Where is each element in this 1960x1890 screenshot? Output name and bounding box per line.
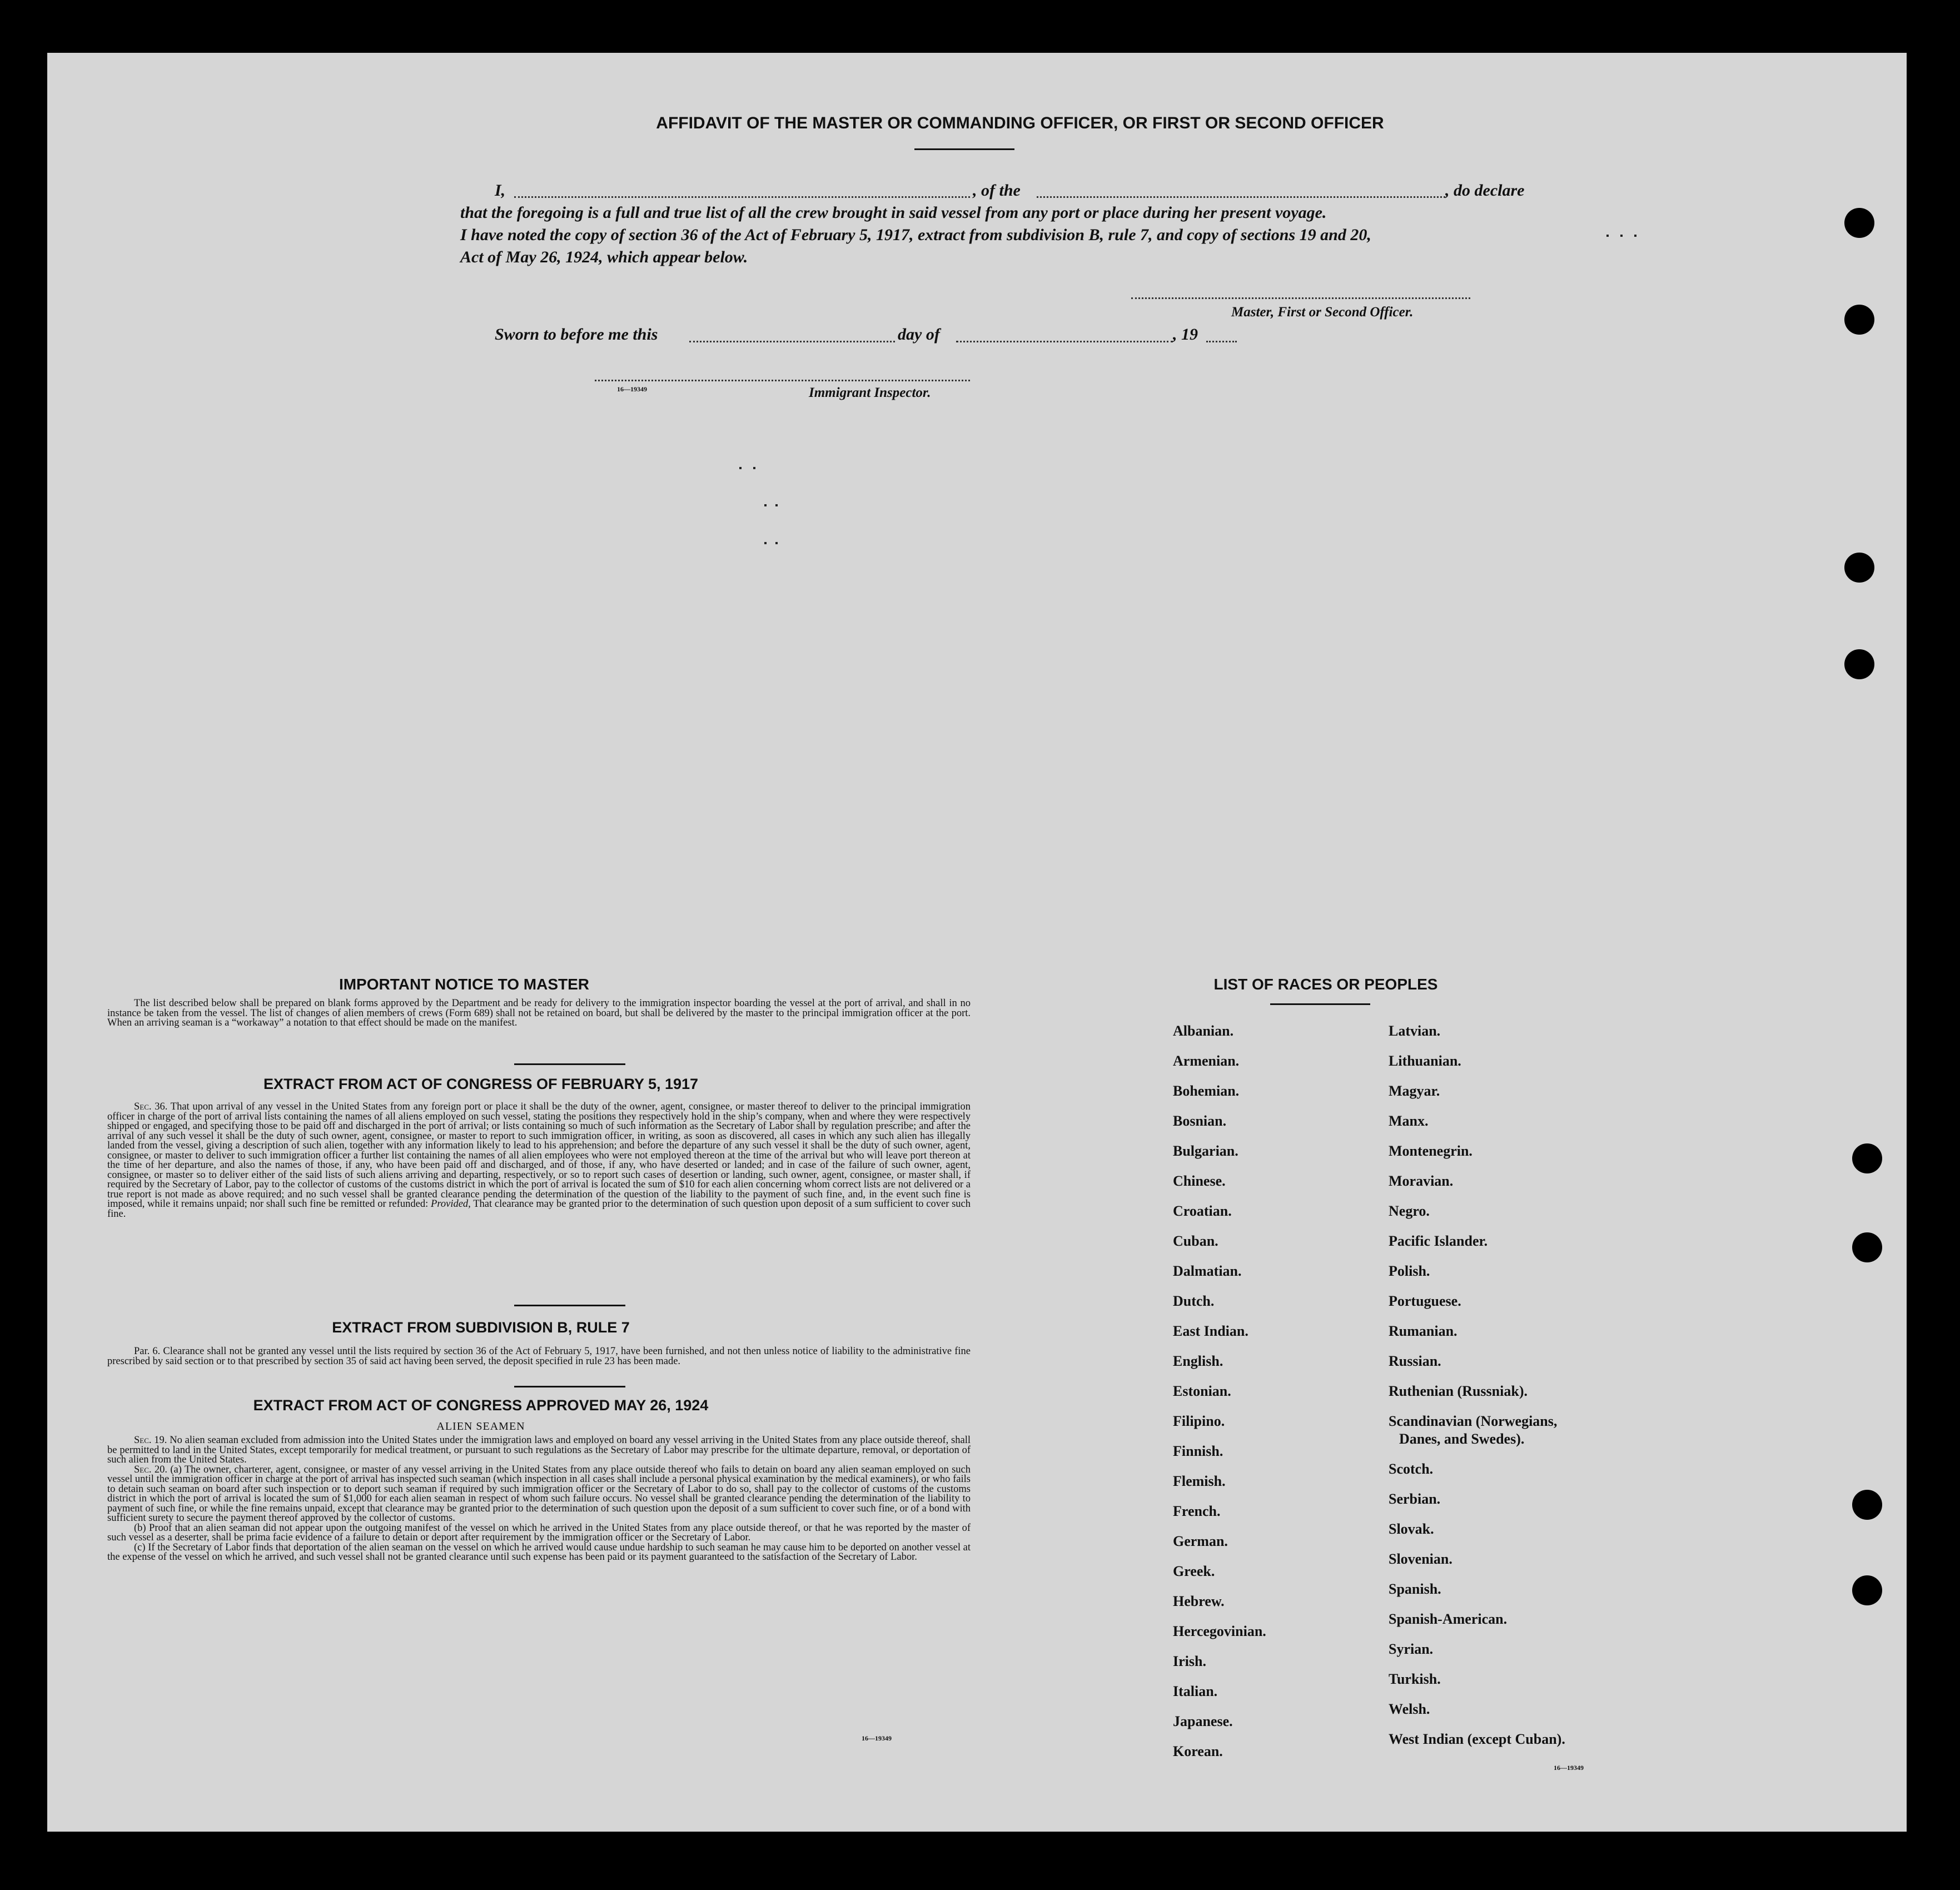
races-title: LIST OF RACES OR PEOPLES [1213,976,1438,993]
master-signature-line[interactable] [1131,297,1470,299]
race-item: Japanese. [1173,1713,1233,1729]
race-item: Turkish. [1389,1671,1441,1687]
race-item: Finnish. [1173,1443,1223,1459]
notice-divider [514,1063,625,1065]
race-item: Estonian. [1173,1383,1231,1399]
binder-hole [1844,305,1874,335]
speck [764,542,767,544]
race-item: Danes, and Swedes). [1399,1431,1525,1447]
sec-19 [107,1436,971,1465]
binder-hole [1852,1490,1882,1520]
affidavit-line3: I have noted the copy of section 36 of the Act of February 5, 1917, extract from subdivision B, rule 7, and copy of sections 19 and 20, [460,226,1371,244]
sworn-month-line[interactable] [956,341,1173,342]
extract-1917-body [107,1102,971,1219]
inspector-signature-line[interactable] [595,380,970,381]
race-item: Bohemian. [1173,1083,1240,1099]
race-item: Slovenian. [1389,1551,1452,1567]
race-item: Korean. [1173,1743,1223,1759]
race-item: Polish. [1389,1263,1430,1279]
race-item: Pacific Islander. [1389,1233,1488,1249]
sec-20a [107,1465,971,1524]
race-item: French. [1173,1503,1221,1519]
vessel-line[interactable] [1037,196,1445,198]
sworn-year-line[interactable] [1206,341,1237,342]
race-item: Syrian. [1389,1641,1434,1657]
binder-hole [1852,1232,1882,1262]
race-item: Hercegovinian. [1173,1623,1266,1639]
race-item: Dalmatian. [1173,1263,1242,1279]
race-item: Montenegrin. [1389,1143,1473,1159]
extract-1917-title: EXTRACT FROM ACT OF CONGRESS OF FEBRUARY 5, 1917 [263,1076,699,1092]
race-item: Italian. [1173,1683,1218,1699]
race-item: East Indian. [1173,1323,1248,1339]
affidavit-title: AFFIDAVIT OF THE MASTER OR COMMANDING OFFICER, OR FIRST OR SECOND OFFICER [656,114,1384,132]
affidavit-i: I, [495,181,506,200]
race-item: Magyar. [1389,1083,1440,1099]
sec-19-label: Sec. 19. [134,1435,167,1446]
document-page [47,53,1907,1832]
speck [1634,235,1636,237]
master-label: Master, First or Second Officer. [1231,305,1414,320]
race-item: Cuban. [1173,1233,1218,1249]
race-item: Russian. [1389,1353,1441,1369]
race-item: Bosnian. [1173,1113,1227,1129]
race-item: Ruthenian (Russniak). [1389,1383,1528,1399]
affidavit-of-the: , of the [973,181,1021,200]
race-item: Bulgarian. [1173,1143,1238,1159]
binder-hole [1844,208,1874,238]
proviso-text: That clearance may be granted prior to the determination of such question upon deposit of a sum sufficient to cover such fine. [107,1198,971,1220]
race-item: English. [1173,1353,1223,1369]
rule7-title: EXTRACT FROM SUBDIVISION B, RULE 7 [332,1319,630,1336]
sworn-day-line[interactable] [689,341,895,342]
notice-title: IMPORTANT NOTICE TO MASTER [339,976,590,993]
notice-text: The list described below shall be prepared on blank forms approved by the Department and be ready for delivery to the immigration inspector boarding the vessel at the port of arrival, and shall in no instance be taken from the vessel. The list of changes of alien members of crews (Form 689) shall not be retained on board, but shall be delivered by the master to the principal immigration officer at the port. When an arriving seaman is a “workaway” a notation to that effect should be made on the manifest. [107,998,971,1028]
race-item: Flemish. [1173,1473,1226,1489]
inspector-label: Immigrant Inspector. [809,385,931,400]
binder-hole [1844,649,1874,679]
race-item: Slovak. [1389,1521,1434,1537]
affidavit-do-declare: , do declare [1445,181,1525,200]
speck [775,542,778,544]
affidavit-form-number: 16—19349 [617,385,647,393]
extract-1924-form-number: 16—19349 [862,1734,892,1742]
race-item: Scotch. [1389,1461,1434,1477]
sworn-text: Sworn to before me this [495,325,658,344]
binder-hole [1852,1143,1882,1173]
year-prefix: , 19 [1173,325,1198,344]
race-item: Irish. [1173,1653,1206,1669]
race-item: Manx. [1389,1113,1429,1129]
speck [753,467,755,469]
extract-1917-divider [514,1305,625,1306]
speck [775,504,778,506]
affidavit-line2: that the foregoing is a full and true list of all the crew brought in said vessel from any port or place during her present voyage. [460,203,1327,222]
rule7-divider [514,1386,625,1387]
day-of-text: day of [898,325,940,344]
race-item: Dutch. [1173,1293,1215,1309]
race-item: Croatian. [1173,1203,1232,1219]
race-item: Latvian. [1389,1023,1441,1039]
binder-hole [1852,1575,1882,1605]
binder-hole [1844,553,1874,583]
race-item: West Indian (except Cuban). [1389,1731,1565,1747]
sec-20c: (c) If the Secretary of Labor finds that deportation of the alien seaman on the vessel on which he arrived would cause undue hardship to such seaman he may cause him to be deported on another vessel at the expense of the vessel on which he arrived, and such vessel shall not be granted clearance until such expense has been paid or its payment guaranteed to the satisfaction of the Secretary of Labor. [107,1541,971,1563]
name-line[interactable] [514,196,970,198]
races-form-number: 16—19349 [1554,1764,1584,1772]
title-underline [914,148,1014,150]
race-item: Spanish. [1389,1581,1441,1597]
race-item: Welsh. [1389,1701,1430,1717]
extract-1924-title: EXTRACT FROM ACT OF CONGRESS APPROVED MAY 26, 1924 [253,1397,709,1414]
race-item: Negro. [1389,1203,1430,1219]
speck [739,467,742,469]
sec-36-text: That upon arrival of any vessel in the United States from any foreign port or place it shall be the duty of the owner, agent, consignee, or master thereof to deliver to the principal immigration officer in charge of the port of arrival lists containing the names of all aliens employed on such vessel, stating the positions they respectively hold in the ship’s company, when and where they were respectively shipped or engaged, and specifying those to be paid off and discharged in the port of arrival; or lists containing so much of such information as the Secretary of Labor shall by regulation prescribe; and after the arrival of any such vessel it shall be the duty of such owner, agent, consignee, or master to report to such immigration officer, in writing, as soon as discovered, all cases in which any such alien has illegally landed from the vessel, giving a description of such alien, together with any information likely to lead to his apprehension; and before the departure of any such vessel it shall be the duty of such owner, agent, consignee, or master to deliver to such immigration officer a further list containing the names of all alien employees who were not employed thereon at the time of the arrival but who will leave port thereon at the time of her departure, and also the names of those, if any, who have been paid off and discharged, and of those, if any, who have deserted or landed; and in case of the failure of such owner, agent, consignee, or master so to deliver either of the said lists of such aliens arriving and departing, respectively, or so to report such cases of desertion or landing, such owner, agent, consignee, or master shall, if required by the Secretary of Labor, pay to the collector of customs of the customs district in which the port of arrival is located the sum of $10 for each alien concerning whom correct lists are not delivered or a true report is not made as above required; and no such vessel shall be granted clearance pending the determination of the question of the liability to the payment of such fine, and, in the event such fine is imposed, while it remains unpaid; nor shall such fine be remitted or refunded: [107,1101,971,1210]
rule7-text: Par. 6. Clearance shall not be granted any vessel until the lists required by section 36 of the Act of February 5, 1917, have been furnished, and not then unless notice of liability to the administrative fine prescribed by said section or to that prescribed by section 35 of said act having been served, the deposit specified in rule 23 has been made. [107,1346,971,1367]
race-item: Hebrew. [1173,1593,1225,1609]
race-item: Moravian. [1389,1173,1454,1189]
race-item: Scandinavian (Norwegians, [1389,1413,1558,1429]
race-item: Filipino. [1173,1413,1225,1429]
race-item: Lithuanian. [1389,1053,1461,1069]
speck [1620,235,1623,237]
speck [1606,235,1609,237]
sec-19-text: No alien seaman excluded from admission into the United States under the immigration laws and employed on board any vessel arriving in the United States from any place outside thereof, shall be permitted to land in the United States, except temporarily for medical treatment, or pursuant to such regulations as the Secretary of Labor may prescribe for the ultimate departure, removal, or deportation of such alien from the United States. [107,1435,971,1465]
race-item: Chinese. [1173,1173,1226,1189]
race-item: Armenian. [1173,1053,1240,1069]
affidavit-line4: Act of May 26, 1924, which appear below. [460,248,748,266]
race-item: Albanian. [1173,1023,1234,1039]
proviso-label: Provided, [431,1198,471,1210]
sec-20b: (b) Proof that an alien seaman did not appear upon the outgoing manifest of the vessel on which he arrived in the United States from any place outside thereof, or that he was reported by the master of such vessel as a deserter, shall be prima facie evidence of a failure to detain or deport after requirement by the immigration officer or the Secretary of Labor. [107,1522,971,1543]
race-item: Portuguese. [1389,1293,1461,1309]
races-underline [1270,1003,1370,1005]
alien-seamen-subtitle: ALIEN SEAMEN [436,1420,525,1433]
race-item: German. [1173,1533,1228,1549]
extract-1924-body [107,1436,971,1563]
speck [764,504,767,506]
sec-20-label: Sec. 20. [134,1464,167,1475]
race-item: Serbian. [1389,1491,1441,1507]
race-item: Rumanian. [1389,1323,1457,1339]
sec-20a-text: (a) The owner, charterer, agent, consignee, or master of any vessel arriving in the United States from any place outside thereof who fails to detain on board any alien seaman employed on such vessel until the immigration officer in charge at the port of arrival has inspected such seaman (which inspection in all cases shall include a personal physical examination by the medical examiners), or who fails to detain such seaman on board after such inspection or to deport such seaman if required by such immigration officer or the Secretary of Labor to do so, shall pay to the collector of customs of the customs district in which the port of arrival is located the sum of $1,000 for each alien seaman in respect of whom such failure occurs. No vessel shall be granted clearance pending the determination of the liability to payment of such fine, or while the fine remains unpaid, except that clearance may be granted prior to the determination of such question upon the deposit of a sum sufficient to cover such fine, or of a bond with sufficient surety to secure the payment thereof approved by the collector of customs. [107,1464,971,1524]
sec-36-label: Sec. 36. [134,1101,168,1112]
race-item: Spanish-American. [1389,1611,1508,1627]
race-item: Greek. [1173,1563,1215,1579]
